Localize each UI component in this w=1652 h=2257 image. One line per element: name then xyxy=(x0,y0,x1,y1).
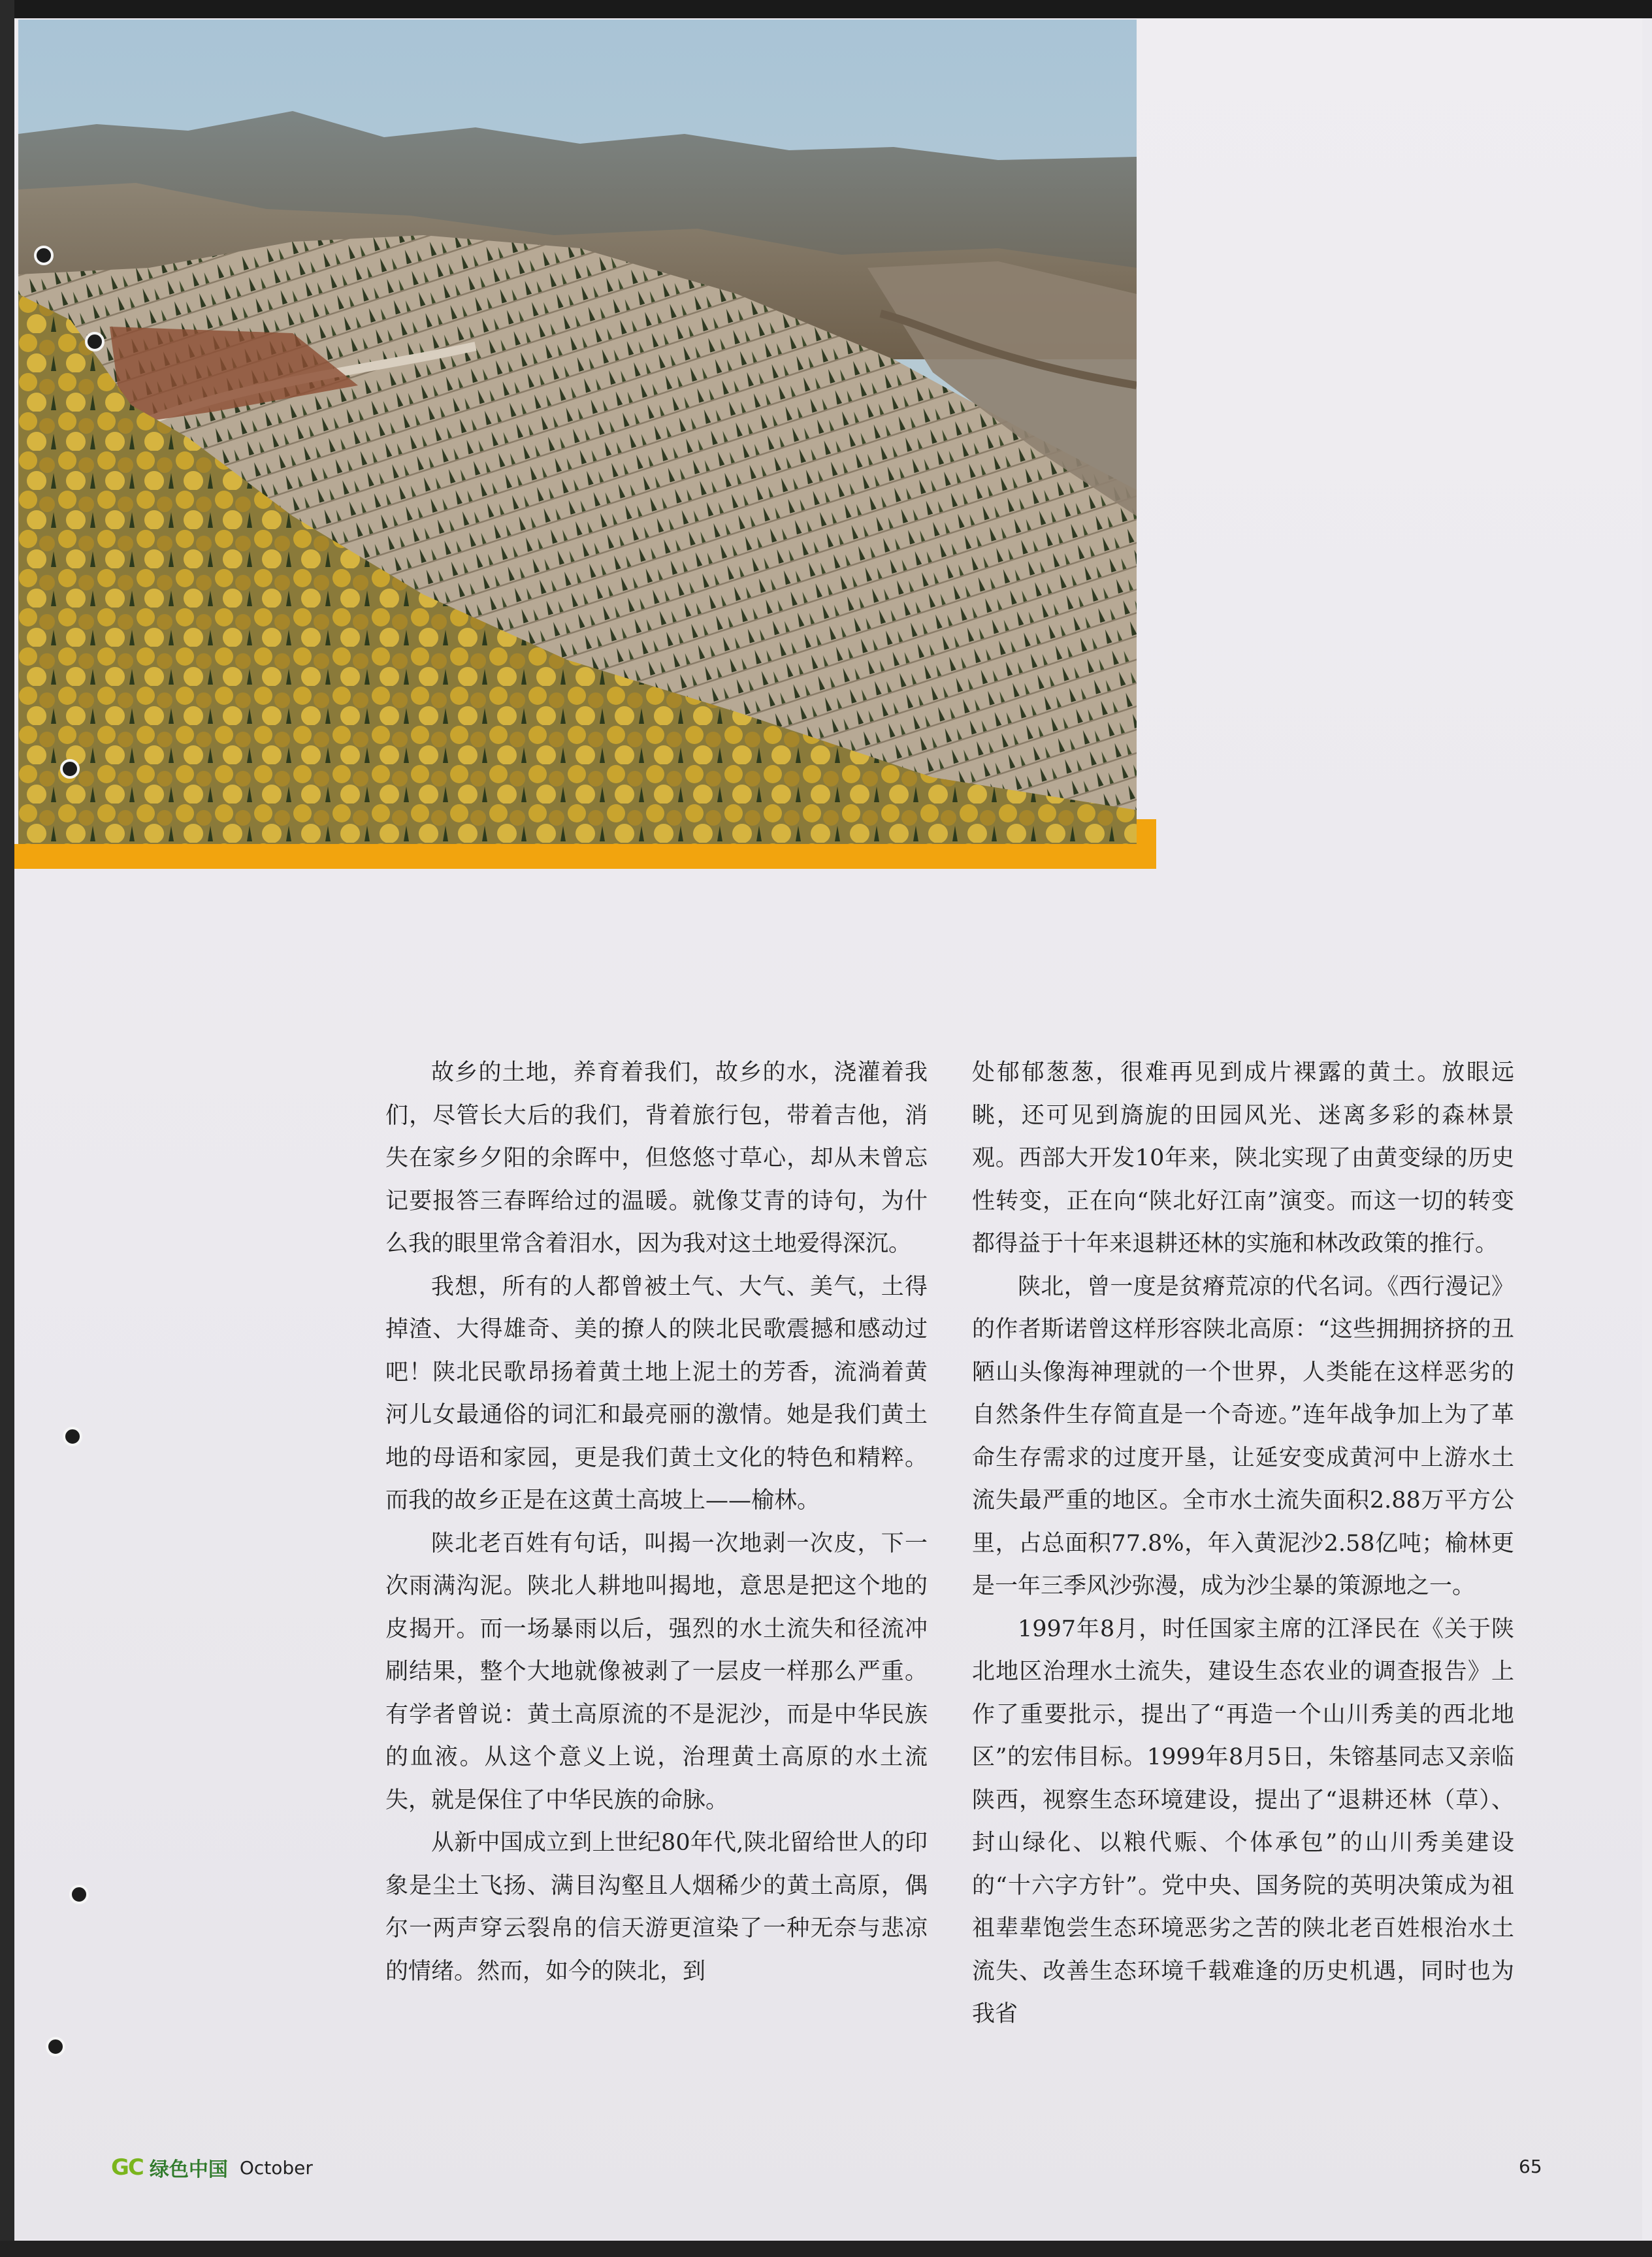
accent-bar xyxy=(14,844,1156,869)
landscape-image xyxy=(18,20,1137,844)
article-paragraph-continued: 处郁郁葱葱，很难再见到成片裸露的黄土。放眼远眺，还可见到旖旎的田园风光、迷离多彩的森林景观。西部大开发10年来，陕北实现了由黄变绿的历史性转变，正在向“陕北好江南”演变。而这一切的转变都得益于十年来退耕还林的实施和林改政策的推行。 xyxy=(972,1060,1514,1257)
article-column-right xyxy=(972,1052,1514,2036)
punch-hole-icon xyxy=(63,1427,82,1446)
article-paragraph: 1997年8月，时任国家主席的江泽民在《关于陕北地区治理水土流失，建设生态农业的调查报告》上作了重要批示，提出了“再造一个山川秀美的西北地区”的宏伟目标。1999年8月5日，朱镕基同志又亲临陕西，视察生态环境建设，提出了“退耕还林（草）、封山绿化、以粮代赈、个体承包”的山川秀美建设的“十六字方针”。党中央、国务院的英明决策成为祖祖辈辈饱尝生态环境恶劣之苦的陕北老百姓根治水土流失、改善生态环境千载难逢的历史机遇，同时也为我省 xyxy=(972,1616,1514,2027)
magazine-logo: GC xyxy=(111,2154,143,2181)
scan-edge-left xyxy=(0,0,14,2257)
magazine-footer xyxy=(111,2153,313,2182)
punch-hole-icon xyxy=(46,2037,65,2056)
article-paragraph: 故乡的土地，养育着我们，故乡的水，浇灌着我们，尽管长大后的我们，背着旅行包，带着吉他，消失在家乡夕阳的余晖中，但悠悠寸草心，却从未曾忘记要报答三春晖给过的温暖。就像艾青的诗句，为什么我的眼里常含着泪水，因为我对这土地爱得深沉。 xyxy=(385,1060,928,1257)
page-number: 65 xyxy=(1519,2156,1542,2177)
terraced-hills-photo xyxy=(18,20,1137,844)
article-paragraph: 陕北，曾一度是贫瘠荒凉的代名词。《西行漫记》的作者斯诺曾这样形容陕北高原：“这些拥拥挤挤的丑陋山头像海神理就的一个世界，人类能在这样恶劣的自然条件生存简直是一个奇迹。”连年战争加上为了革命生存需求的过度开垦，让延安变成黄河中上游水土流失最严重的地区。全市水土流失面积2.88万平方公里，占总面积77.8%，年入黄泥沙2.58亿吨；榆林更是一年三季风沙弥漫，成为沙尘暴的策源地之一。 xyxy=(972,1273,1514,1599)
article-paragraph: 从新中国成立到上世纪80年代,陕北留给世人的印象是尘土飞扬、满目沟壑且人烟稀少的黄土高原，偶尔一两声穿云裂帛的信天游更渲染了一种无奈与悲凉的情绪。然而，如今的陕北，到 xyxy=(385,1830,928,1985)
article-column-left xyxy=(385,1052,928,1993)
punch-hole-icon xyxy=(69,1885,89,1904)
punch-hole-icon xyxy=(85,332,105,351)
punch-hole-icon xyxy=(60,759,80,779)
scan-edge-top xyxy=(0,0,1652,18)
scan-edge-bottom xyxy=(0,2241,1652,2257)
issue-month: October xyxy=(239,2156,313,2179)
punch-hole-icon xyxy=(34,246,54,265)
article-paragraph: 我想，所有的人都曾被土气、大气、美气，土得掉渣、大得雄奇、美的撩人的陕北民歌震撼和感动过吧！陕北民歌昂扬着黄土地上泥土的芳香，流淌着黄河儿女最通俗的词汇和最亮丽的激情。她是我们黄土地的母语和家园，更是我们黄土文化的特色和精粹。而我的故乡正是在这黄土高坡上——榆林。 xyxy=(385,1273,928,1514)
article-paragraph: 陕北老百姓有句话，叫揭一次地剥一次皮，下一次雨满沟泥。陕北人耕地叫揭地，意思是把这个地的皮揭开。而一场暴雨以后，强烈的水土流失和径流冲刷结果，整个大地就像被剥了一层皮一样那么严重。有学者曾说：黄土高原流的不是泥沙，而是中华民族的血液。从这个意义上说，治理黄土高原的水土流失，就是保住了中华民族的命脉。 xyxy=(385,1530,928,1813)
accent-bar-tab xyxy=(1137,819,1156,845)
magazine-title: 绿色中国 xyxy=(149,2158,228,2181)
